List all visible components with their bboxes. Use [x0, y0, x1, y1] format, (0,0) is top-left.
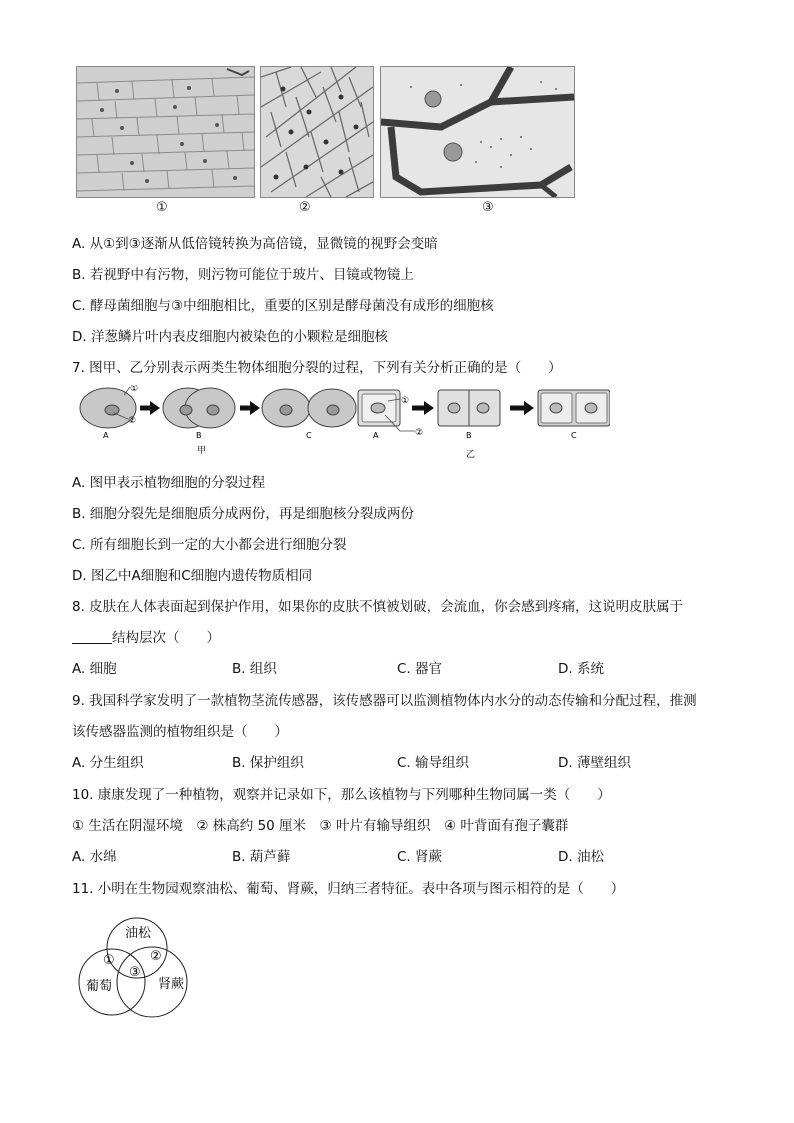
q8-option-d: D. 系统 — [558, 661, 604, 677]
fig-yi-label-b: B — [466, 431, 472, 440]
q8-option-c: C. 器官 — [397, 661, 443, 677]
fig-jia-title: 甲 — [197, 446, 207, 456]
micrograph-2-image — [261, 67, 373, 197]
q8-stem-line2-text: 结构层次（ ） — [112, 630, 220, 646]
micrograph-2 — [260, 66, 374, 198]
q9-option-b: B. 保护组织 — [232, 755, 304, 771]
fig-yi-marker-2: ② — [415, 428, 424, 438]
micrograph-label-3: ③ — [482, 200, 494, 215]
fig-jia-label-a: A — [103, 431, 109, 440]
q10-observations: ① 生活在阴湿环境 ② 株高约 50 厘米 ③ 叶片有输导组织 ④ 叶背面有孢子囊群 — [72, 818, 569, 834]
micrograph-1 — [76, 66, 255, 198]
micrograph-label-1: ① — [156, 200, 168, 215]
q9-option-d: D. 薄壁组织 — [558, 755, 631, 771]
fig-yi-title: 乙 — [466, 450, 476, 460]
q6-option-a: A. 从①到③逐渐从低倍镜转换为高倍镜，显微镜的视野会变暗 — [72, 236, 438, 252]
arrow-2-head — [250, 401, 260, 415]
q6-option-b: B. 若视野中有污物，则污物可能位于玻片、目镜或物镜上 — [72, 267, 414, 283]
q7-option-c: C. 所有细胞长到一定的大小都会进行细胞分裂 — [72, 537, 347, 553]
venn-region-1: ① — [103, 953, 115, 968]
q8-option-b: B. 组织 — [232, 661, 277, 677]
q9-stem-line2: 该传感器监测的植物组织是（ ） — [72, 724, 288, 740]
fig-yi-label-a: A — [373, 431, 379, 440]
micrograph-3-image — [381, 67, 574, 197]
q8-option-a: A. 细胞 — [72, 661, 117, 677]
q8-answer-blank — [72, 629, 112, 644]
venn-label-grape: 葡萄 — [86, 979, 113, 994]
q6-option-c: C. 酵母菌细胞与③中细胞相比，重要的区别是酵母菌没有成形的细胞核 — [72, 298, 494, 314]
q8-stem-line2 — [72, 629, 220, 647]
fig-jia-label-c: C — [306, 431, 312, 440]
q9-option-a: A. 分生组织 — [72, 755, 144, 771]
q10-option-c: C. 肾蕨 — [397, 849, 443, 865]
arrow-1-head — [150, 401, 160, 415]
fig-jia-marker-2: ② — [128, 416, 137, 426]
fig-jia-label-b: B — [196, 431, 202, 440]
q9-stem-line1: 9. 我国科学家发明了一款植物茎流传感器，该传感器可以监测植物体内水分的动态传输和分配过程，推测 — [72, 693, 697, 709]
micrograph-label-2: ② — [299, 200, 311, 215]
q7-option-d: D. 图乙中A细胞和C细胞内遗传物质相同 — [72, 568, 313, 584]
venn-label-pine: 油松 — [125, 926, 152, 941]
plant-cell-b — [438, 390, 500, 426]
plant-cell-c — [538, 390, 610, 426]
q9-option-c: C. 输导组织 — [397, 755, 470, 771]
q10-option-b: B. 葫芦藓 — [232, 849, 291, 865]
venn-label-fern: 肾蕨 — [158, 977, 185, 992]
q10-option-d: D. 油松 — [558, 849, 604, 865]
q8-stem-line1: 8. 皮肤在人体表面起到保护作用，如果你的皮肤不慎被划破，会流血，你会感到疼痛，这说明皮肤属于 — [72, 599, 684, 615]
venn-region-2: ② — [150, 949, 162, 964]
plant-cell-a — [358, 390, 400, 426]
fig-jia-marker-1: ① — [130, 385, 139, 394]
animal-cell-c — [262, 389, 356, 427]
fig-yi-label-c: C — [571, 431, 577, 440]
animal-cell-b — [163, 388, 235, 428]
venn-diagram — [72, 910, 202, 1020]
micrograph-1-image — [77, 67, 254, 197]
q7-stem: 7. 图甲、乙分别表示两类生物体细胞分裂的过程，下列有关分析正确的是（ ） — [72, 360, 562, 376]
q10-option-a: A. 水绵 — [72, 849, 117, 865]
q6-option-d: D. 洋葱鳞片叶内表皮细胞内被染色的小颗粒是细胞核 — [72, 329, 388, 345]
q7-option-b: B. 细胞分裂先是细胞质分成两份，再是细胞核分裂成两份 — [72, 506, 414, 522]
q7-option-a: A. 图甲表示植物细胞的分裂过程 — [72, 475, 266, 491]
arrow-3-head — [424, 401, 434, 415]
q10-stem: 10. 康康发现了一种植物，观察并记录如下，那么该植物与下列哪种生物同属一类（ ） — [72, 787, 611, 803]
fig-yi-marker-1: ① — [401, 396, 410, 406]
cell-division-figure — [70, 385, 610, 460]
micrograph-3 — [380, 66, 575, 198]
q11-stem: 11. 小明在生物园观察油松、葡萄、肾蕨，归纳三者特征。表中各项与图示相符的是（ ） — [72, 881, 625, 897]
venn-region-3: ③ — [129, 965, 141, 980]
arrow-4-head — [524, 401, 534, 415]
